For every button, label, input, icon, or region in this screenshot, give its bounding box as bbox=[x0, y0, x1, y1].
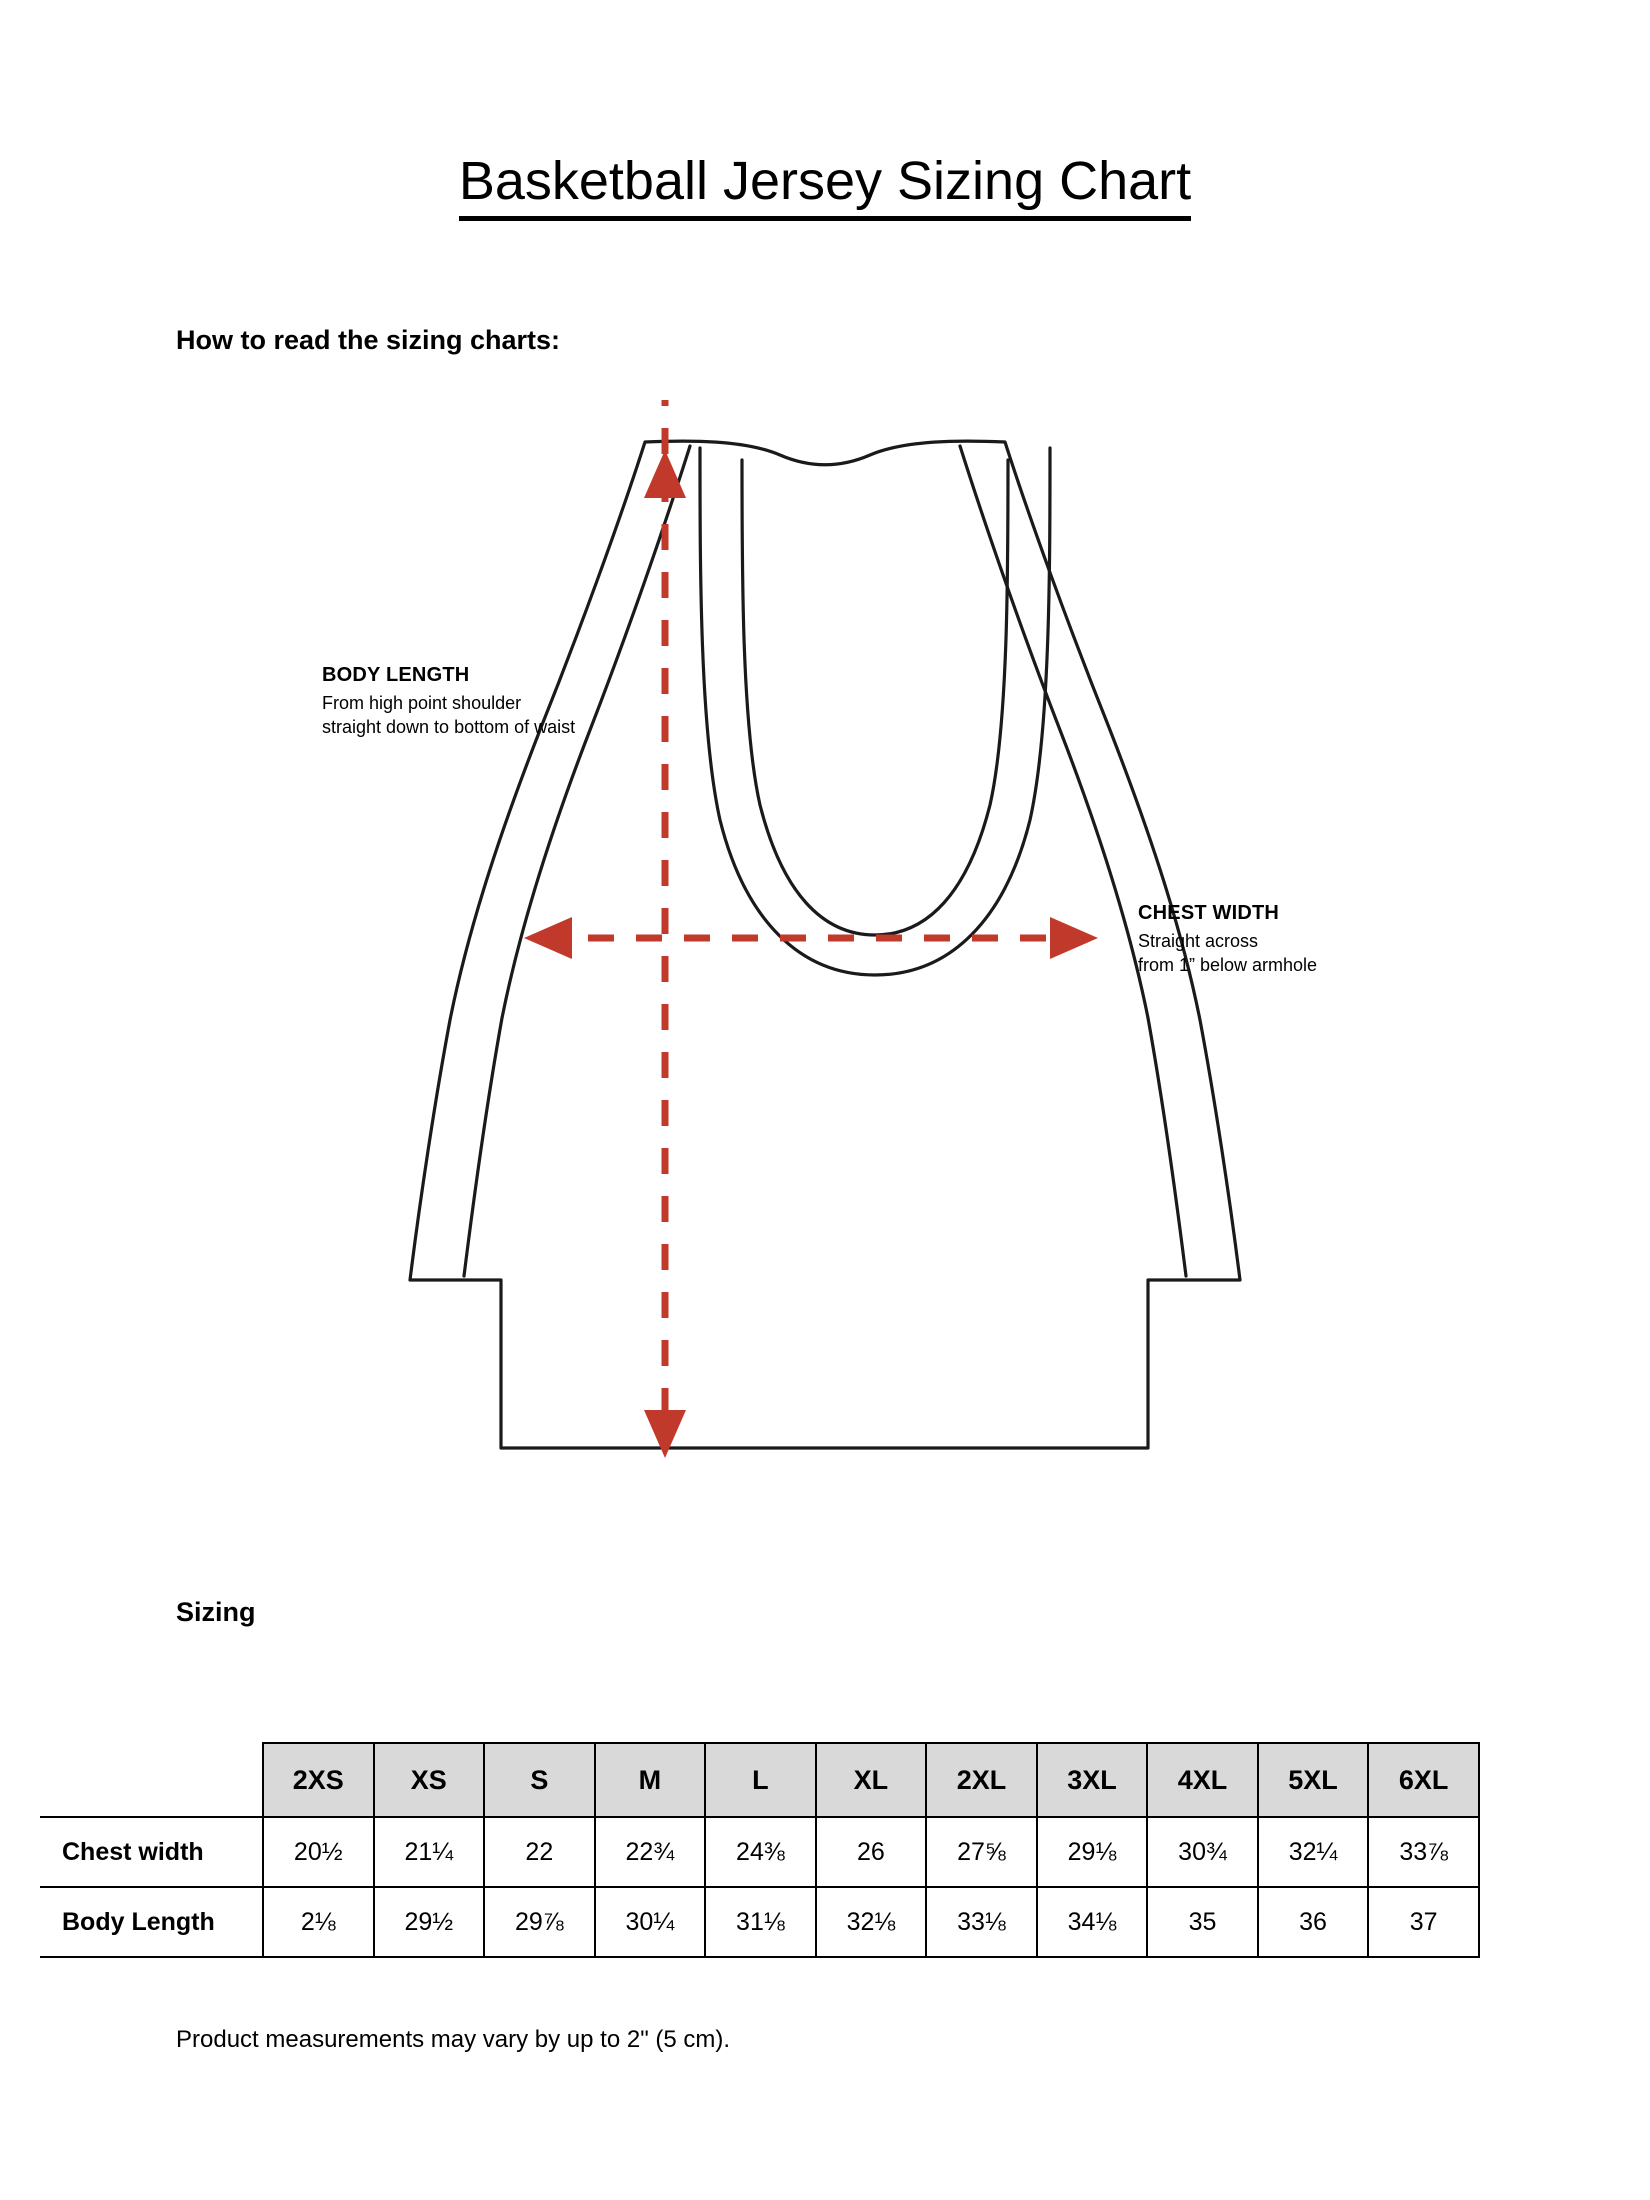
table-header-row bbox=[40, 1743, 1479, 1817]
jersey-neckline-inner bbox=[700, 448, 1050, 975]
table-header-2xl: 2XL bbox=[926, 1743, 1037, 1817]
jersey-body-outline bbox=[410, 441, 1240, 1448]
table-cell: 22 bbox=[484, 1817, 595, 1887]
chest-width-arrowhead-left bbox=[524, 917, 572, 959]
table-cell: 22¾ bbox=[595, 1817, 706, 1887]
jersey-outline-group bbox=[410, 441, 1240, 1448]
annotation-chest-width-line1: Straight across bbox=[1138, 931, 1259, 951]
table-cell: 37 bbox=[1368, 1887, 1479, 1957]
annotation-body-length-title: BODY LENGTH bbox=[322, 664, 470, 686]
table-cell: 27⅝ bbox=[926, 1817, 1037, 1887]
table-cell: 20½ bbox=[263, 1817, 374, 1887]
jersey-neckline-inner2 bbox=[742, 460, 1008, 935]
table-cell: 2⅛ bbox=[263, 1887, 374, 1957]
annotation-body-length-line1: From high point shoulder bbox=[322, 693, 522, 713]
table-header-xl: XL bbox=[816, 1743, 927, 1817]
sizing-table-wrapper bbox=[40, 1742, 1480, 1958]
page-title bbox=[0, 152, 1650, 211]
table-cell: 29⅞ bbox=[484, 1887, 595, 1957]
annotation-chest-width-title: CHEST WIDTH bbox=[1138, 902, 1280, 924]
table-header-s: S bbox=[484, 1743, 595, 1817]
table-cell: 32¼ bbox=[1258, 1817, 1369, 1887]
table-cell: 30¾ bbox=[1147, 1817, 1258, 1887]
table-cell: 33⅛ bbox=[926, 1887, 1037, 1957]
table-cell: 21¼ bbox=[374, 1817, 485, 1887]
table-cell: 34⅛ bbox=[1037, 1887, 1148, 1957]
table-cell: 29⅛ bbox=[1037, 1817, 1148, 1887]
annotation-chest-width bbox=[1138, 900, 1317, 978]
table-cell: 26 bbox=[816, 1817, 927, 1887]
sizing-table bbox=[40, 1742, 1480, 1958]
table-row bbox=[40, 1817, 1479, 1887]
how-to-read-heading: How to read the sizing charts: bbox=[176, 325, 561, 355]
table-header-3xl: 3XL bbox=[1037, 1743, 1148, 1817]
table-cell: 31⅛ bbox=[705, 1887, 816, 1957]
table-row-label: Body Length bbox=[40, 1887, 263, 1957]
sizing-table-head bbox=[40, 1743, 1479, 1817]
annotation-body-length-line2: straight down to bottom of waist bbox=[322, 716, 576, 737]
table-corner-cell bbox=[40, 1743, 263, 1817]
table-header-4xl: 4XL bbox=[1147, 1743, 1258, 1817]
table-header-m: M bbox=[595, 1743, 706, 1817]
jersey-diagram bbox=[0, 400, 1650, 1520]
table-header-xs: XS bbox=[374, 1743, 485, 1817]
table-header-6xl: 6XL bbox=[1368, 1743, 1479, 1817]
measurement-arrows-group bbox=[524, 400, 1098, 1458]
table-cell: 29½ bbox=[374, 1887, 485, 1957]
table-cell: 32⅛ bbox=[816, 1887, 927, 1957]
table-row-label: Chest width bbox=[40, 1817, 263, 1887]
jersey-right-armhole-facing bbox=[960, 446, 1186, 1276]
table-cell: 33⅞ bbox=[1368, 1817, 1479, 1887]
page-title-text: Basketball Jersey Sizing Chart bbox=[459, 151, 1191, 221]
chest-width-arrowhead-right bbox=[1050, 917, 1098, 959]
table-cell: 35 bbox=[1147, 1887, 1258, 1957]
table-cell: 24⅜ bbox=[705, 1817, 816, 1887]
table-header-5xl: 5XL bbox=[1258, 1743, 1369, 1817]
table-header-l: L bbox=[705, 1743, 816, 1817]
jersey-left-armhole-facing bbox=[464, 446, 690, 1276]
body-length-arrowhead-bottom bbox=[644, 1410, 686, 1458]
table-row bbox=[40, 1887, 1479, 1957]
sizing-table-body bbox=[40, 1817, 1479, 1957]
footer-note: Product measurements may vary by up to 2" (5 cm). bbox=[176, 2026, 731, 2053]
annotation-body-length bbox=[322, 662, 575, 740]
table-header-2xs: 2XS bbox=[263, 1743, 374, 1817]
table-cell: 36 bbox=[1258, 1887, 1369, 1957]
jersey-diagram-svg bbox=[0, 400, 1650, 1520]
sizing-heading: Sizing bbox=[176, 1597, 256, 1627]
annotation-chest-width-line2: from 1” below armhole bbox=[1138, 954, 1318, 975]
table-cell: 30¼ bbox=[595, 1887, 706, 1957]
